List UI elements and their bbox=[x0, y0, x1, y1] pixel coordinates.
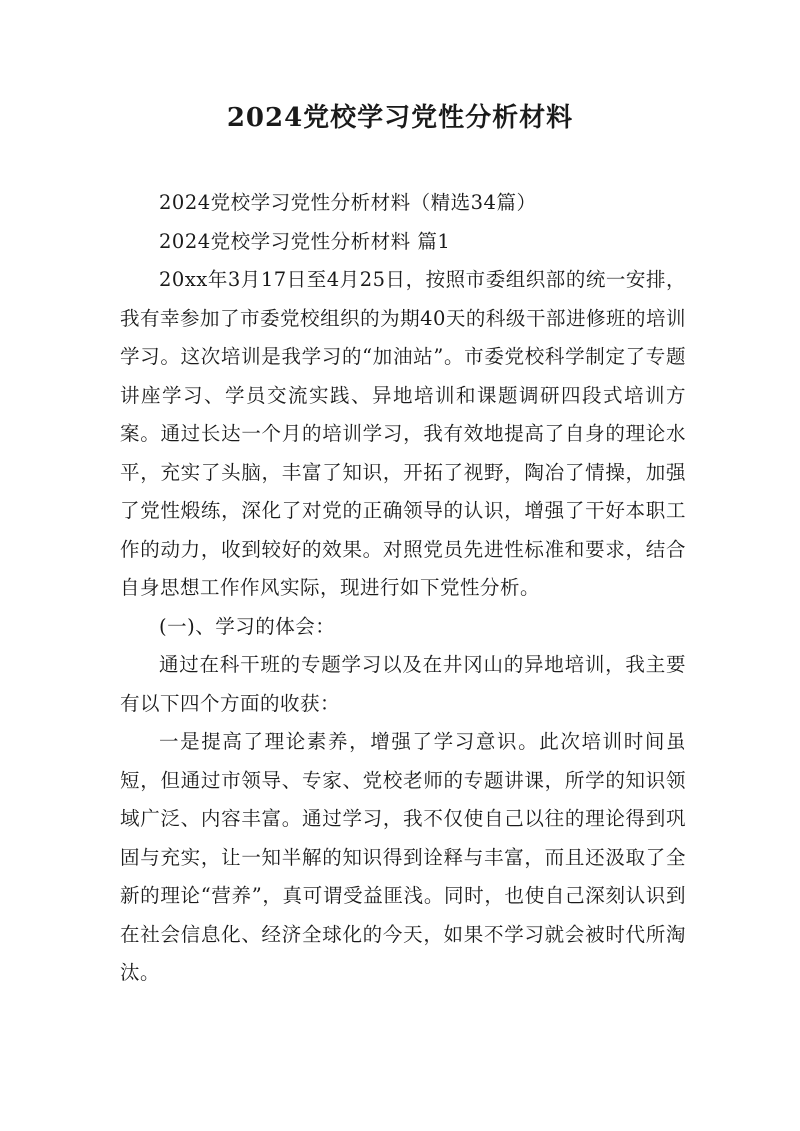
paragraph-point-one: 一是提高了理论素养，增强了学习意识。此次培训时间虽短，但通过市领导、专家、党校老师的专题讲课，所学的知识领域广泛、内容丰富。通过学习，我不仅使自己以往的理论得到巩固与充实，让一知半解的知识得到诠释与丰富，而且还汲取了全新的理论“营养”，真可谓受益匪浅。同时，也使自己深刻认识到在社会信息化、经济全球化的今天，如果不学习就会被时代所淘汰。 bbox=[120, 730, 686, 984]
paragraph-intro: 20xx年3月17日至4月25日，按照市委组织部的统一安排，我有幸参加了市委党校组织的为期40天的科级干部进修班的培训学习。这次培训是我学习的“加油站”。市委党校科学制定了专题讲座学习、学员交流实践、异地培训和课题调研四段式培训方案。通过长达一个月的培训学习，我有效地提高了自身的理论水平，充实了头脑，丰富了知识，开拓了视野，陶冶了情操，加强了党性煅练，深化了对党的正确领导的认识，增强了干好本职工作的动力，收到较好的效果。对照党员先进性标准和要求，结合自身思想工作作风实际，现进行如下党性分析。 bbox=[120, 268, 686, 599]
document-title: 2024党校学习党性分析材料 bbox=[226, 103, 574, 133]
section-heading: (一)、学习的体会： bbox=[159, 614, 336, 638]
paragraph-article-title: 2024党校学习党性分析材料 篇1 bbox=[159, 229, 451, 253]
paragraph-collection-title: 2024党校学习党性分析材料（精选34篇） bbox=[159, 191, 537, 214]
paragraph-summary: 通过在科干班的专题学习以及在井冈山的异地培训，我主要有以下四个方面的收获： bbox=[120, 653, 686, 715]
document-body bbox=[120, 184, 686, 993]
